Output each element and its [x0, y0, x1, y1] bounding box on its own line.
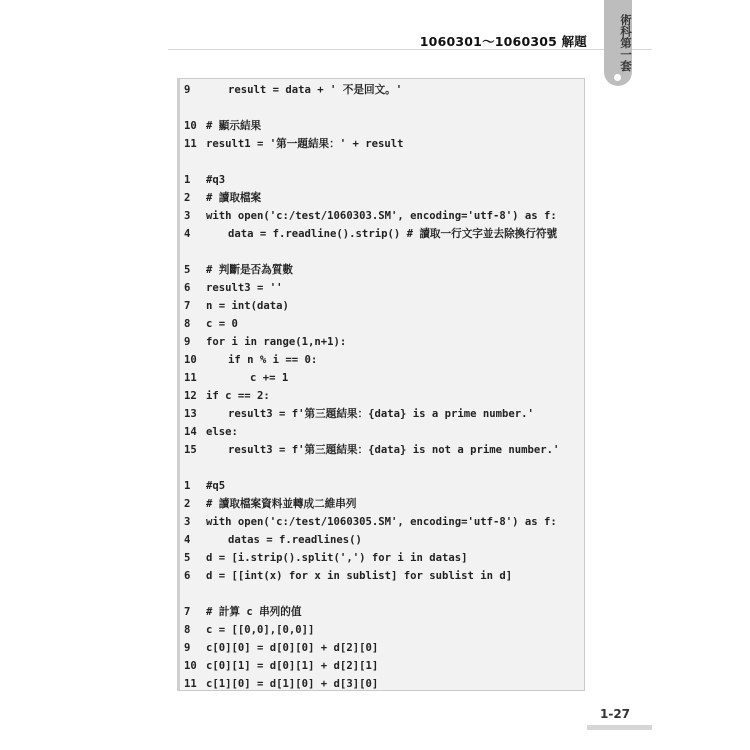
- line-number: 3: [184, 210, 191, 222]
- code-text: c[1][0] = d[1][0] + d[3][0]: [206, 678, 379, 690]
- tab-dot-icon: [614, 74, 621, 81]
- code-text: d = [i.strip().split(',') for i in datas]: [206, 552, 468, 564]
- chapter-side-tab: [604, 0, 632, 86]
- code-text: # 讀取檔案: [206, 192, 262, 204]
- code-text: datas = f.readlines(): [228, 534, 362, 546]
- line-number: 1: [184, 174, 191, 186]
- code-text: n = int(data): [206, 300, 289, 312]
- line-number: 12: [184, 390, 197, 402]
- line-number: 8: [184, 624, 191, 636]
- code-text: #q5: [206, 480, 226, 492]
- line-number: 6: [184, 282, 191, 294]
- code-text: result3 = f'第三題結果：{data} is a prime number.': [228, 408, 534, 420]
- code-text: # 顯示結果: [206, 120, 262, 132]
- line-number: 5: [184, 264, 191, 276]
- code-text: c = 0: [206, 318, 238, 330]
- line-number: 13: [184, 408, 197, 420]
- line-number: 7: [184, 300, 191, 312]
- code-text: for i in range(1,n+1):: [206, 336, 347, 348]
- code-text: d = [[int(x) for x in sublist] for sublist in d]: [206, 570, 513, 582]
- line-number: 11: [184, 678, 197, 690]
- code-text: else:: [206, 426, 238, 438]
- code-text: #q3: [206, 174, 226, 186]
- code-text: result3 = f'第三題結果：{data} is not a prime number.': [228, 444, 560, 456]
- running-header-title: 1060301～1060305 解題: [419, 34, 587, 49]
- line-number: 10: [184, 354, 197, 366]
- line-number: 15: [184, 444, 197, 456]
- line-number: 2: [184, 192, 191, 204]
- line-number: 5: [184, 552, 191, 564]
- code-text: with open('c:/test/1060303.SM', encoding='utf-8') as f:: [206, 210, 557, 222]
- line-number: 7: [184, 606, 191, 618]
- line-number: 3: [184, 516, 191, 528]
- line-number: 10: [184, 120, 197, 132]
- code-text: c[0][1] = d[0][1] + d[2][1]: [206, 660, 379, 672]
- page-number-bar: [587, 725, 652, 730]
- code-text: if n % i == 0:: [228, 354, 318, 366]
- line-number: 9: [184, 84, 191, 96]
- line-number: 10: [184, 660, 197, 672]
- code-listing: [177, 78, 585, 691]
- code-text: data = f.readline().strip() # 讀取一行文字並去除換行符號: [228, 228, 558, 240]
- code-text: result1 = '第一題結果：' + result: [206, 138, 404, 150]
- line-number: 6: [184, 570, 191, 582]
- code-text: result = data + ' 不是回文。': [228, 84, 403, 96]
- line-number: 8: [184, 318, 191, 330]
- code-text: c += 1: [250, 372, 289, 384]
- code-text: c[0][0] = d[0][0] + d[2][0]: [206, 642, 379, 654]
- line-number: 2: [184, 498, 191, 510]
- code-text: result3 = '': [206, 282, 283, 294]
- line-number: 1: [184, 480, 191, 492]
- code-text: c = [[0,0],[0,0]]: [206, 624, 315, 636]
- header-divider: [168, 49, 652, 50]
- page-number: 1-27: [600, 707, 631, 721]
- chapter-side-tab-label: 術科第一套: [619, 14, 633, 72]
- code-text: # 判斷是否為質數: [206, 264, 293, 276]
- line-number: 11: [184, 138, 197, 150]
- code-text: with open('c:/test/1060305.SM', encoding='utf-8') as f:: [206, 516, 557, 528]
- line-number: 14: [184, 426, 197, 438]
- line-number: 4: [184, 534, 191, 546]
- code-text: # 讀取檔案資料並轉成二維串列: [206, 498, 357, 510]
- line-number: 9: [184, 336, 191, 348]
- code-text: # 計算 c 串列的值: [206, 606, 302, 618]
- line-number: 4: [184, 228, 191, 240]
- code-text: if c == 2:: [206, 390, 270, 402]
- line-number: 11: [184, 372, 197, 384]
- line-number: 9: [184, 642, 191, 654]
